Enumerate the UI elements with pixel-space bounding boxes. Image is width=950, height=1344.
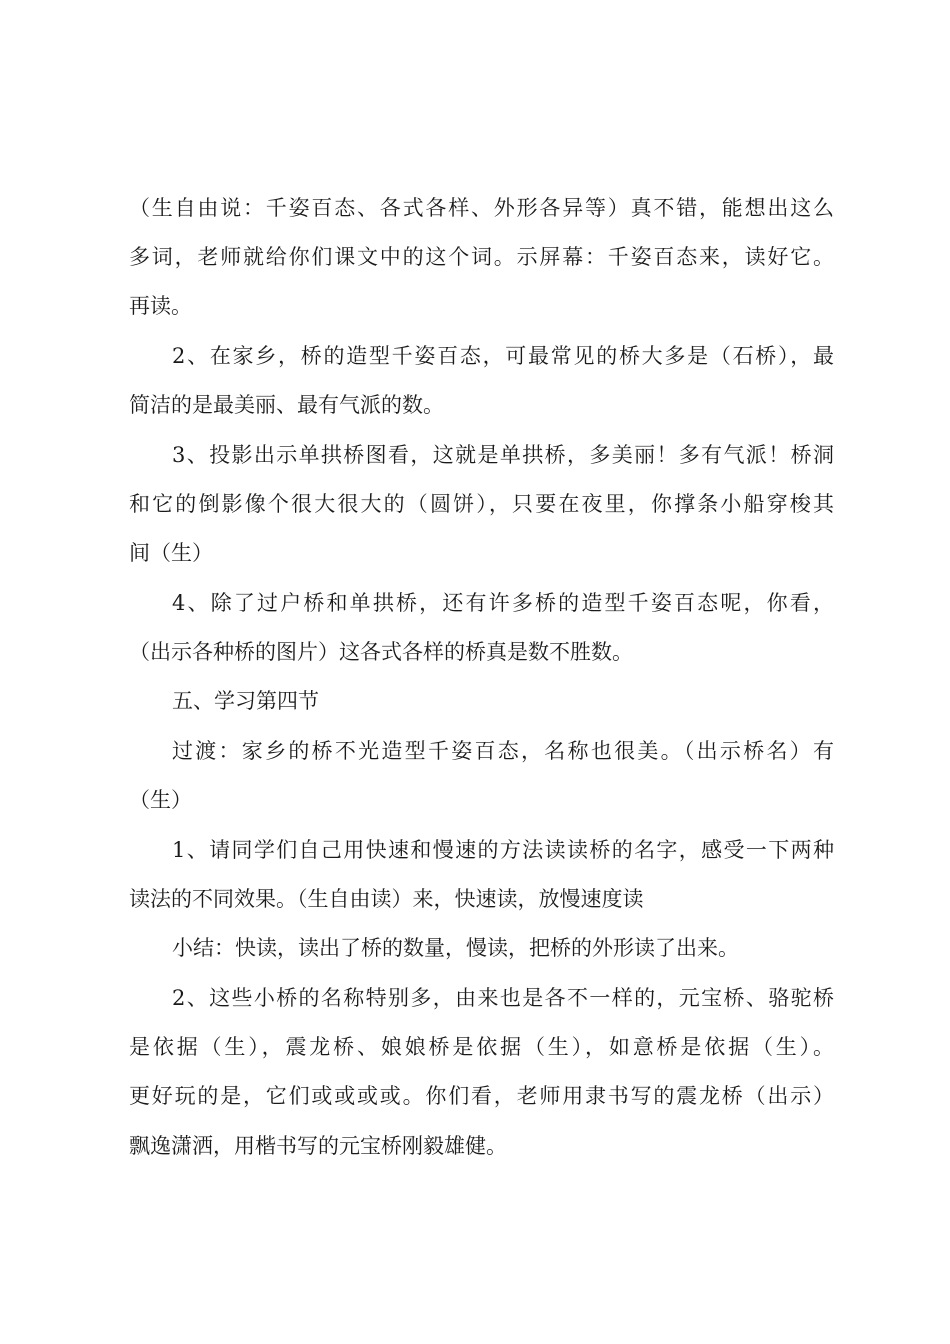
text-line: 和它的倒影像个很大很大的（圆饼），只要在夜里，你撑条小船穿梭其 xyxy=(129,492,834,516)
text-line: 简洁的是最美丽、最有气派的数。 xyxy=(129,393,444,417)
text-line: 2、在家乡，桥的造型千姿百态，可最常见的桥大多是（石桥），最 xyxy=(172,344,834,368)
text-line: 小结：快读，读出了桥的数量，慢读，把桥的外形读了出来。 xyxy=(172,936,739,960)
text-line: 过渡：家乡的桥不光造型千姿百态，名称也很美。（出示桥名）有 xyxy=(172,739,834,763)
text-line: 间（生） xyxy=(129,541,213,565)
text-line: 3、投影出示单拱桥图看，这就是单拱桥，多美丽！多有气派！桥洞 xyxy=(172,443,834,467)
text-line: （生） xyxy=(129,788,192,812)
text-line: 再读。 xyxy=(129,294,192,318)
text-line: 飘逸潇洒，用楷书写的元宝桥刚毅雄健。 xyxy=(129,1134,507,1158)
text-line: 读法的不同效果。（生自由读）来，快速读，放慢速度读 xyxy=(129,887,644,911)
text-line: 4、除了过户桥和单拱桥，还有许多桥的造型千姿百态呢，你看， xyxy=(172,591,834,615)
text-line: 2、这些小桥的名称特别多，由来也是各不一样的，元宝桥、骆驼桥 xyxy=(172,986,834,1010)
text-line: 多词，老师就给你们课文中的这个词。示屏幕：千姿百态来，读好它。 xyxy=(129,245,834,269)
text-line: （出示各种桥的图片）这各式各样的桥真是数不胜数。 xyxy=(129,640,633,664)
text-line: （生自由说：千姿百态、各式各样、外形各异等）真不错，能想出这么 xyxy=(129,196,834,220)
text-line: 更好玩的是，它们或或或或。你们看，老师用隶书写的震龙桥（出示） xyxy=(129,1084,834,1108)
text-line: 1、请同学们自己用快速和慢速的方法读读桥的名字，感受一下两种 xyxy=(172,838,834,862)
text-line: 是依据（生），震龙桥、娘娘桥是依据（生），如意桥是依据（生）。 xyxy=(129,1035,834,1059)
text-line: 五、学习第四节 xyxy=(172,689,319,713)
